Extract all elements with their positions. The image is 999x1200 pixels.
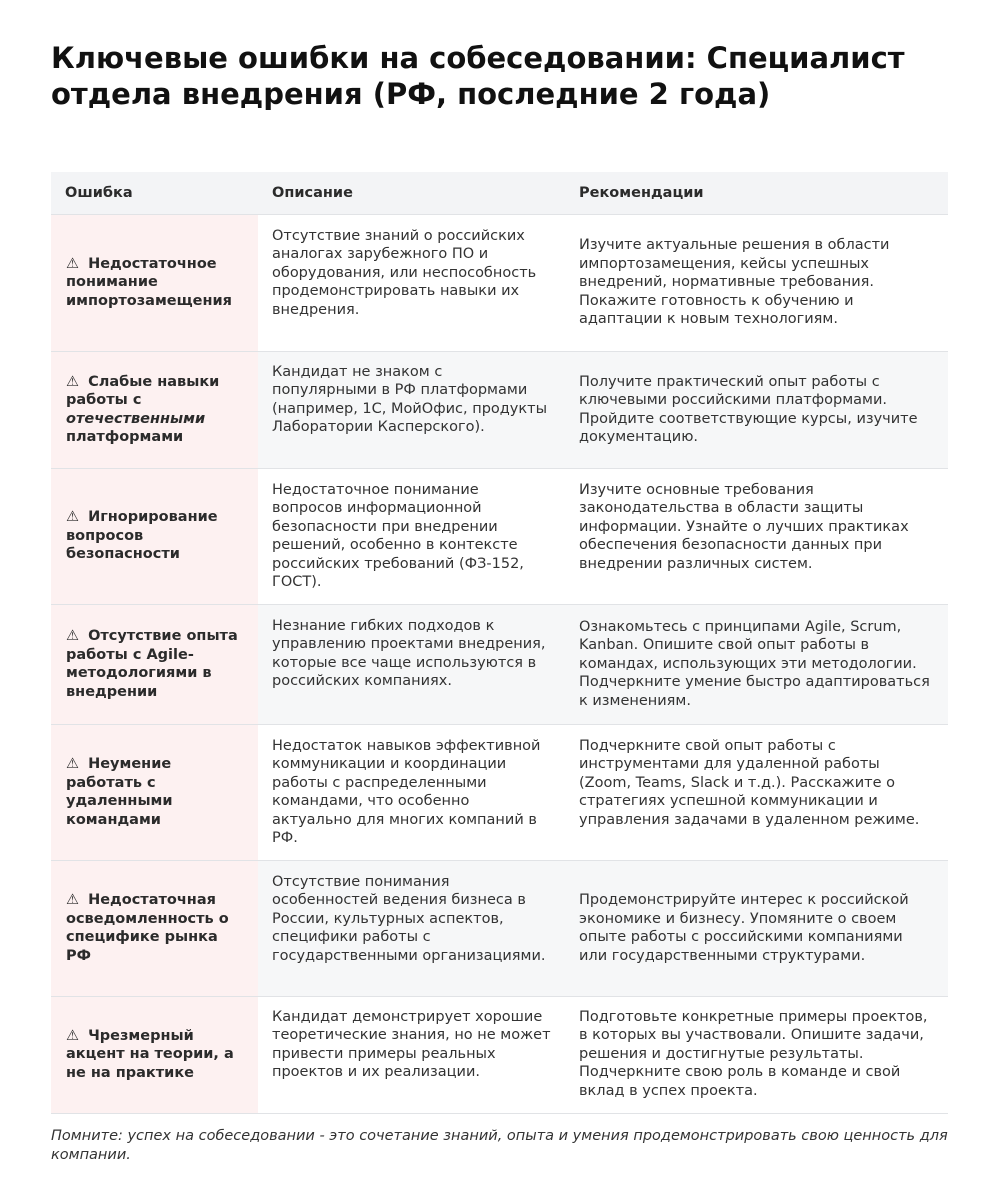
footer-note: Помните: успех на собеседовании - это сочетание знаний, опыта и умения продемонстрировать свою ценность для компании. bbox=[51, 1128, 948, 1163]
error-text: Недостаточное понимание импортозамещения bbox=[66, 255, 232, 309]
page-title: Ключевые ошибки на собеседовании: Специалист отдела внедрения (РФ, последние 2 года) bbox=[51, 41, 905, 111]
table-row bbox=[51, 996, 948, 1113]
error-text-emphasis: отечественными bbox=[66, 410, 206, 427]
description-cell: Кандидат демонстрирует хорошие теоретические знания, но не может привести примеры реальных проектов и их реализации. bbox=[258, 996, 565, 1113]
error-cell bbox=[51, 860, 258, 996]
error-cell bbox=[51, 604, 258, 724]
recommendation-cell: Продемонстрируйте интерес к российской экономике и бизнесу. Упомяните о своем опыте работы с российскими компаниями или государственными структурами. bbox=[565, 860, 948, 996]
recommendation-cell: Изучите основные требования законодательства в области защиты информации. Узнайте о лучших практиках обеспечения безопасности данных при внедрении различных систем. bbox=[565, 468, 948, 604]
error-text: Неумение работать с удаленными командами bbox=[66, 756, 173, 828]
recommendation-cell: Ознакомьтесь с принципами Agile, Scrum, Kanban. Опишите свой опыт работы в командах, использующих эти методологии. Подчеркните умение быстро адаптироваться к изменениям. bbox=[565, 604, 948, 724]
error-text-end: платформами bbox=[66, 429, 184, 445]
description-cell: Незнание гибких подходов к управлению проектами внедрения, которые все чаще используются в российских компаниях. bbox=[258, 604, 565, 724]
description-cell: Отсутствие понимания особенностей ведения бизнеса в России, культурных аспектов, специфики работы с государственными организациями. bbox=[258, 860, 565, 996]
recommendation-cell: Изучите актуальные решения в области импортозамещения, кейсы успешных внедрений, нормативные требования. Покажите готовность к обучению и адаптации к новым технологиям. bbox=[565, 214, 948, 351]
recommendation-cell: Подчеркните свой опыт работы с инструментами для удаленной работы (Zoom, Teams, Slack и т.д.). Расскажите о стратегиях успешной коммуникации и управления задачами в удаленном режиме. bbox=[565, 724, 948, 860]
error-text: Отсутствие опыта работы с Agile-методологиями в внедрении bbox=[66, 628, 238, 700]
description-cell: Кандидат не знаком с популярными в РФ платформами (например, 1С, МойОфис, продукты Лаборатории Касперского). bbox=[258, 351, 565, 468]
description-cell: Отсутствие знаний о российских аналогах зарубежного ПО и оборудования, или неспособность продемонстрировать навыки их внедрения. bbox=[258, 214, 565, 351]
table-row bbox=[51, 724, 948, 860]
warning-icon: ⚠ bbox=[66, 255, 79, 272]
error-text: Чрезмерный акцент на теории, а не на практике bbox=[66, 1027, 234, 1081]
description-cell: Недостаток навыков эффективной коммуникации и координации работы с распределенными командами, что особенно актуально для многих компаний в РФ. bbox=[258, 724, 565, 860]
error-text: Недостаточная осведомленность о специфике рынка РФ bbox=[66, 892, 229, 964]
warning-icon: ⚠ bbox=[66, 373, 79, 390]
table-row bbox=[51, 351, 948, 468]
warning-icon: ⚠ bbox=[66, 1027, 79, 1044]
error-cell bbox=[51, 351, 258, 468]
column-header-recommendation: Рекомендации bbox=[565, 172, 948, 214]
mistakes-table bbox=[51, 172, 948, 1114]
recommendation-cell: Подготовьте конкретные примеры проектов, в которых вы участвовали. Опишите задачи, решения и достигнутые результаты. Подчеркните свою роль в команде и свой вклад в успех проекта. bbox=[565, 996, 948, 1113]
table-header-row bbox=[51, 172, 948, 214]
table-row bbox=[51, 860, 948, 996]
error-text: Игнорирование вопросов безопасности bbox=[66, 509, 218, 563]
table-row bbox=[51, 214, 948, 351]
error-cell bbox=[51, 724, 258, 860]
error-cell bbox=[51, 214, 258, 351]
error-cell bbox=[51, 468, 258, 604]
error-text: Слабые навыки работы с bbox=[66, 373, 220, 408]
table-row bbox=[51, 604, 948, 724]
table-row bbox=[51, 468, 948, 604]
description-cell: Недостаточное понимание вопросов информационной безопасности при внедрении решений, особенно в контексте российских требований (ФЗ-152, ГОСТ). bbox=[258, 468, 565, 604]
warning-icon: ⚠ bbox=[66, 628, 79, 644]
recommendation-cell: Получите практический опыт работы с ключевыми российскими платформами. Пройдите соответствующие курсы, изучите документацию. bbox=[565, 351, 948, 468]
warning-icon: ⚠ bbox=[66, 892, 79, 908]
warning-icon: ⚠ bbox=[66, 756, 79, 772]
column-header-error: Ошибка bbox=[51, 172, 258, 214]
column-header-description: Описание bbox=[258, 172, 565, 214]
error-cell bbox=[51, 996, 258, 1113]
warning-icon: ⚠ bbox=[66, 509, 79, 526]
